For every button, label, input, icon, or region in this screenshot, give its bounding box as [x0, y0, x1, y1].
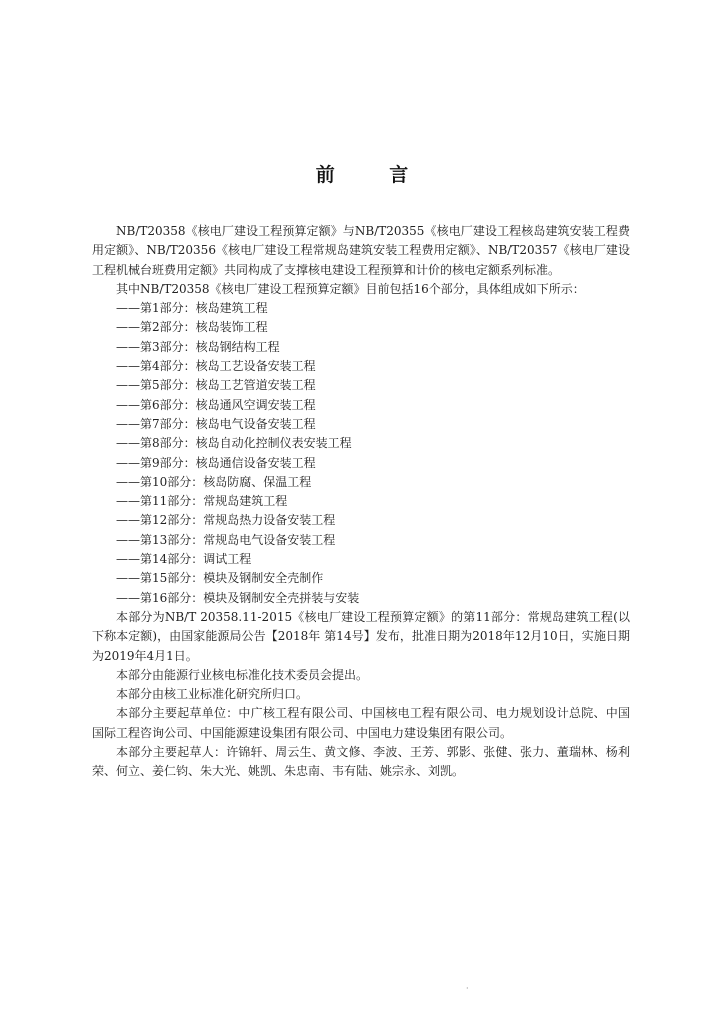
list-item: ——第3部分：核岛钢结构工程: [116, 339, 280, 354]
drafters-paragraph: 本部分主要起草人：许锦轩、周云生、黄文修、李波、王芳、郭影、张健、张力、董瑞林、杨利荣、何立、姜仁钧、朱大光、姚凯、朱忠南、韦有陆、姚宗永、刘凯。: [92, 745, 630, 779]
list-item: ——第8部分：核岛自动化控制仪表安装工程: [116, 436, 352, 451]
list-item: ——第10部分：核岛防腐、保温工程: [116, 474, 312, 489]
intro-paragraph: NB/T20358《核电厂建设工程预算定额》与NB/T20355《核电厂建设工程核岛建筑安装工程费用定额》、NB/T20356《核电厂建设工程常规岛建筑安装工程费用定额》、NB/T20357《核电厂建设工程机械台班费用定额》共同构成了支撑核电建设工程预算和计价的核电定额系列标准。: [92, 224, 630, 277]
owner-paragraph: 本部分由核工业标准化研究所归口。: [116, 687, 309, 702]
page-title: 前 言: [315, 164, 433, 186]
list-item: ——第2部分：核岛装饰工程: [116, 320, 268, 335]
document-body: [92, 222, 630, 782]
list-item: ——第4部分：核岛工艺设备安装工程: [116, 359, 316, 374]
list-item: ——第9部分：核岛通信设备安装工程: [116, 455, 316, 470]
footer-mark: ·: [466, 984, 469, 993]
parts-list: [92, 299, 630, 608]
list-item: ——第14部分：调试工程: [116, 552, 252, 567]
proposer-paragraph: 本部分由能源行业核电标准化技术委员会提出。: [116, 667, 369, 682]
list-item: ——第13部分：常规岛电气设备安装工程: [116, 532, 336, 547]
list-item: ——第1部分：核岛建筑工程: [116, 301, 268, 316]
list-item: ——第7部分：核岛电气设备安装工程: [116, 416, 316, 431]
list-item: ——第5部分：核岛工艺管道安装工程: [116, 378, 316, 393]
release-paragraph: 本部分为NB/T 20358.11-2015《核电厂建设工程预算定额》的第11部分：常规岛建筑工程(以下称本定额)，由国家能源局公告【2018年 第14号】发布，批准日期为2018年12月10日，实施日期为2019年4月1日。: [92, 609, 630, 663]
list-item: ——第11部分：常规岛建筑工程: [116, 494, 288, 509]
structure-intro-paragraph: 其中NB/T20358《核电厂建设工程预算定额》目前包括16个部分，具体组成如下所示：: [116, 281, 585, 296]
drafting-units-paragraph: 本部分主要起草单位：中广核工程有限公司、中国核电工程有限公司、电力规划设计总院、中国国际工程咨询公司、中国能源建设集团有限公司、中国电力建设集团有限公司。: [92, 706, 630, 740]
list-item: ——第6部分：核岛通风空调安装工程: [116, 397, 316, 412]
list-item: ——第16部分：模块及钢制安全壳拼装与安装: [116, 590, 360, 605]
list-item: ——第12部分：常规岛热力设备安装工程: [116, 513, 336, 528]
list-item: ——第15部分：模块及钢制安全壳制作: [116, 571, 324, 586]
